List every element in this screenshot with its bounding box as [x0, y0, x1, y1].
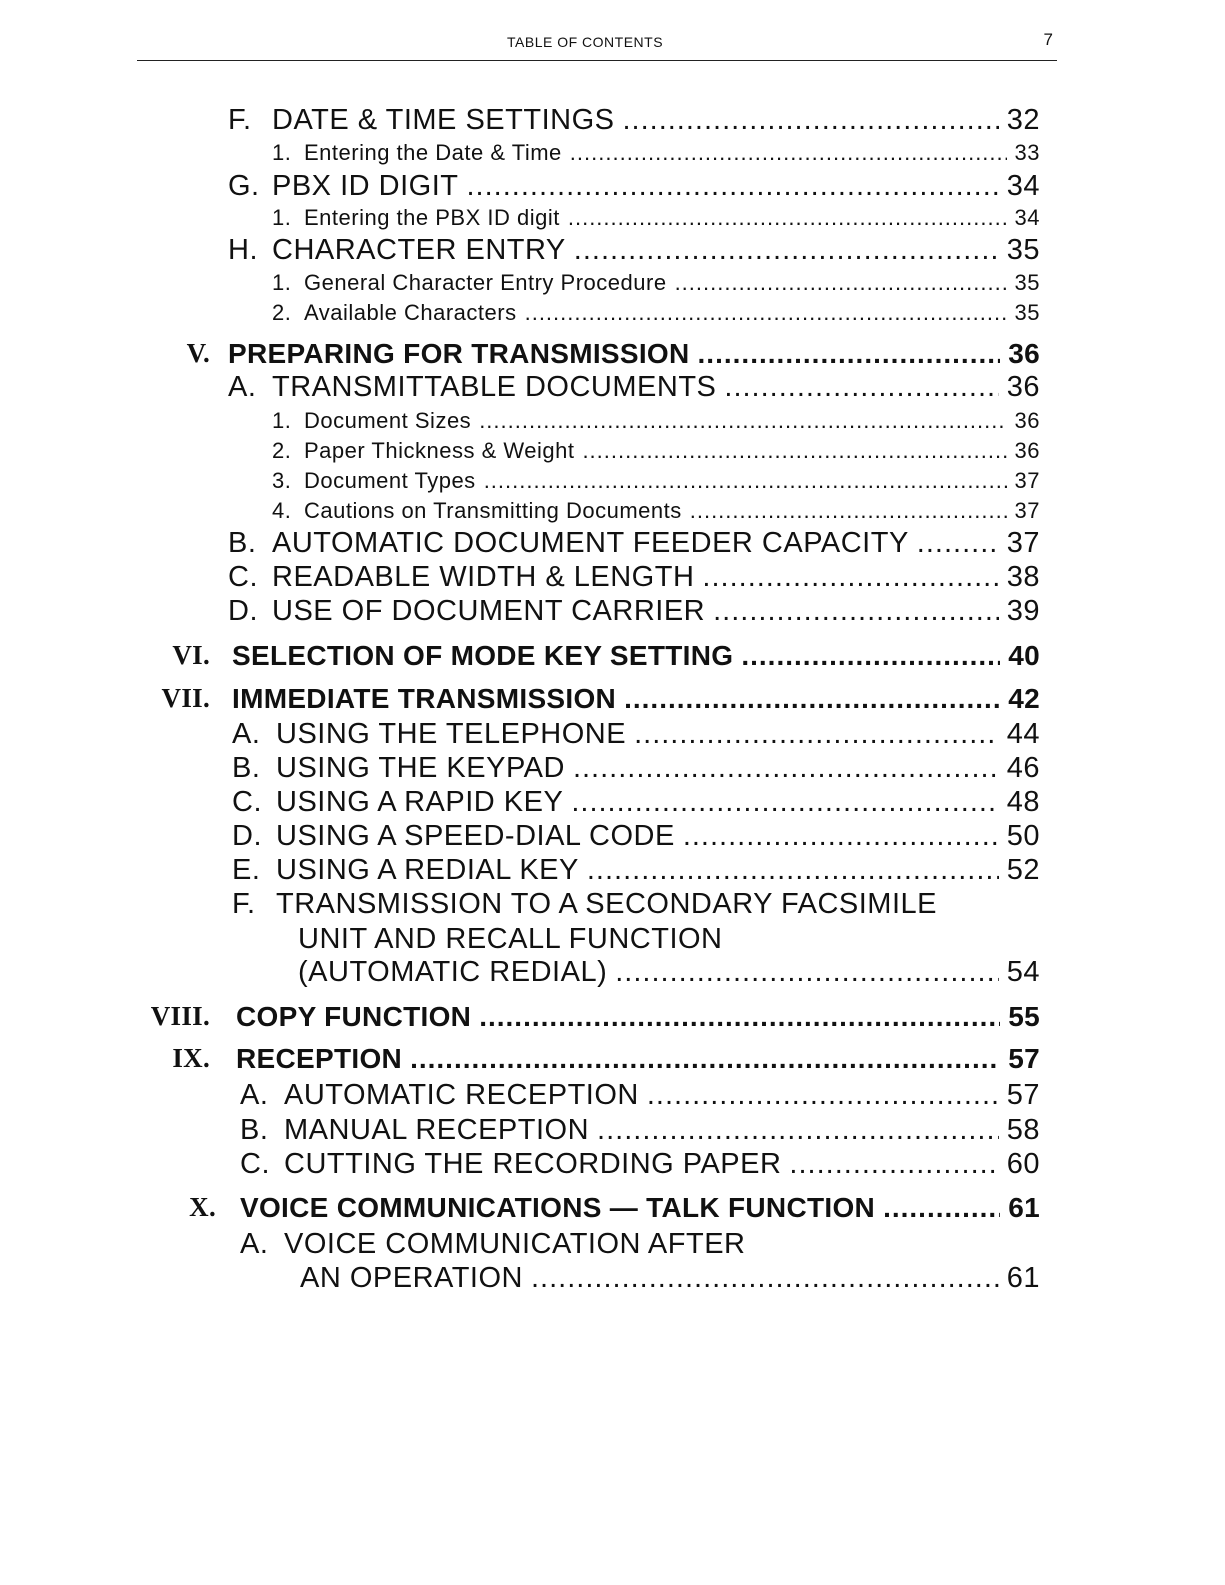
entry-prefix: 1. — [272, 408, 292, 433]
entry-page: 46 — [1006, 752, 1040, 784]
entry-prefix: 1. — [272, 270, 292, 295]
entry-page: 36 — [1006, 371, 1040, 403]
entry-label: Available Characters — [304, 300, 517, 325]
leader-dots — [690, 498, 1007, 524]
toc-entry[interactable] — [272, 468, 1040, 494]
entry-prefix: A. — [240, 1228, 269, 1260]
toc-entry[interactable] — [228, 104, 1040, 137]
header-title: TABLE OF CONTENTS — [507, 34, 664, 50]
entry-label: General Character Entry Procedure — [304, 270, 667, 295]
entry-page: 35 — [1014, 300, 1040, 325]
toc-entry[interactable] — [232, 820, 1040, 853]
section-numeral: V. — [186, 338, 210, 368]
leader-dots — [597, 1114, 999, 1147]
toc-entry[interactable] — [272, 408, 1040, 434]
entry-label: RECEPTION — [236, 1043, 403, 1074]
entry-page: 35 — [1006, 234, 1040, 266]
leader-dots — [789, 1148, 998, 1181]
entry-page: 32 — [1006, 104, 1040, 136]
section-numeral: VIII. — [150, 1001, 210, 1031]
entry-page: 61 — [1008, 1192, 1040, 1223]
section-numeral: IX. — [172, 1043, 210, 1073]
toc-section-entry[interactable] — [172, 1043, 1040, 1075]
leader-dots — [410, 1043, 1000, 1075]
toc-section-entry[interactable] — [172, 640, 1040, 672]
entry-page: 55 — [1008, 1001, 1040, 1032]
toc-entry[interactable] — [232, 718, 1040, 751]
entry-label-continuation: UNIT AND RECALL FUNCTION — [298, 923, 723, 955]
toc-entry[interactable] — [240, 1079, 1040, 1112]
entry-page: 34 — [1006, 170, 1040, 202]
leader-dots — [466, 170, 998, 203]
leader-dots — [741, 640, 1000, 672]
section-numeral: X. — [189, 1192, 216, 1222]
toc-entry[interactable] — [272, 270, 1040, 296]
entry-label: COPY FUNCTION — [236, 1001, 472, 1032]
entry-page: 36 — [1014, 438, 1040, 463]
leader-dots — [574, 234, 999, 267]
entry-label: Document Types — [304, 468, 476, 493]
leader-dots — [587, 854, 999, 887]
entry-prefix: 1. — [272, 205, 292, 230]
toc-entry-multiline[interactable] — [240, 1228, 745, 1261]
header-page-number: 7 — [1043, 30, 1053, 49]
entry-page: 52 — [1006, 854, 1040, 886]
leader-dots — [615, 956, 999, 989]
entry-prefix: F. — [232, 888, 256, 920]
entry-page: 36 — [1008, 338, 1040, 369]
entry-label: PBX ID DIGIT — [272, 170, 459, 202]
entry-page: 38 — [1006, 561, 1040, 593]
leader-dots — [647, 1079, 999, 1112]
leader-dots — [622, 104, 998, 137]
entry-label: Entering the PBX ID digit — [304, 205, 560, 230]
entry-label: CUTTING THE RECORDING PAPER — [284, 1148, 782, 1180]
leader-dots — [883, 1192, 1000, 1224]
entry-page: 36 — [1014, 408, 1040, 433]
toc-entry[interactable] — [272, 498, 1040, 524]
entry-label-continuation: (AUTOMATIC REDIAL) — [298, 956, 608, 988]
toc-entry[interactable] — [228, 371, 1040, 404]
toc-section-entry[interactable] — [189, 1192, 1040, 1224]
entry-label: TRANSMISSION TO A SECONDARY FACSIMILE — [276, 888, 937, 920]
entry-label: READABLE WIDTH & LENGTH — [272, 561, 695, 593]
toc-entry[interactable] — [228, 527, 1040, 560]
section-numeral: VI. — [172, 640, 210, 670]
entry-page: 42 — [1008, 683, 1040, 714]
entry-prefix: E. — [232, 854, 261, 886]
toc-entry[interactable] — [232, 752, 1040, 785]
entry-page: 54 — [1006, 956, 1040, 988]
toc-entry[interactable] — [240, 1114, 1040, 1147]
leader-dots — [568, 205, 1007, 231]
entry-prefix: A. — [232, 718, 261, 750]
toc-entry[interactable] — [228, 561, 1040, 594]
toc-entry[interactable] — [272, 140, 1040, 166]
toc-entry[interactable] — [228, 170, 1040, 203]
entry-prefix: H. — [228, 234, 258, 266]
leader-dots — [531, 1262, 999, 1295]
entry-prefix: A. — [240, 1079, 269, 1111]
entry-label: CHARACTER ENTRY — [272, 234, 566, 266]
toc-entry[interactable] — [228, 595, 1040, 628]
leader-dots — [479, 1001, 1000, 1033]
entry-prefix: C. — [232, 786, 262, 818]
leader-dots — [724, 371, 998, 404]
entry-page: 48 — [1006, 786, 1040, 818]
entry-prefix: 4. — [272, 498, 292, 523]
toc-entry[interactable] — [272, 300, 1040, 326]
entry-page: 58 — [1006, 1114, 1040, 1146]
leader-dots — [624, 683, 1000, 715]
toc-entry[interactable] — [228, 234, 1040, 267]
entry-prefix: C. — [240, 1148, 270, 1180]
entry-prefix: 2. — [272, 438, 292, 463]
entry-prefix: G. — [228, 170, 260, 202]
entry-page: 61 — [1006, 1262, 1040, 1294]
leader-dots — [573, 752, 999, 785]
leader-dots — [713, 595, 999, 628]
entry-label: TRANSMITTABLE DOCUMENTS — [272, 371, 717, 403]
entry-label: AUTOMATIC RECEPTION — [284, 1079, 639, 1111]
entry-label: USING A RAPID KEY — [276, 786, 564, 818]
entry-label: DATE & TIME SETTINGS — [272, 104, 615, 136]
entry-page: 57 — [1008, 1043, 1040, 1074]
leader-dots — [917, 527, 999, 560]
entry-page: 40 — [1008, 640, 1040, 671]
entry-label: VOICE COMMUNICATION AFTER — [284, 1228, 746, 1260]
toc-entry-last-line[interactable] — [300, 1262, 1040, 1295]
entry-label: Document Sizes — [304, 408, 472, 433]
leader-dots — [675, 270, 1007, 296]
page-header — [137, 30, 1057, 61]
entry-label: Cautions on Transmitting Documents — [304, 498, 682, 523]
toc-entry[interactable] — [232, 854, 1040, 887]
entry-page: 44 — [1006, 718, 1040, 750]
toc-entry-last-line[interactable] — [298, 956, 1040, 989]
entry-page: 37 — [1014, 498, 1040, 523]
leader-dots — [702, 561, 998, 594]
entry-page: 57 — [1006, 1079, 1040, 1111]
entry-prefix: F. — [228, 104, 252, 136]
toc-entry-multiline[interactable] — [232, 888, 937, 921]
toc-section-entry[interactable] — [186, 338, 1040, 370]
entry-label: USING THE KEYPAD — [276, 752, 565, 784]
entry-page: 37 — [1014, 468, 1040, 493]
entry-page: 35 — [1014, 270, 1040, 295]
entry-prefix: C. — [228, 561, 258, 593]
entry-label: USING THE TELEPHONE — [276, 718, 627, 750]
entry-page: 33 — [1014, 140, 1040, 165]
entry-prefix: B. — [232, 752, 261, 784]
leader-dots — [525, 300, 1007, 326]
leader-dots — [582, 438, 1006, 464]
entry-page: 37 — [1006, 527, 1040, 559]
entry-prefix: 3. — [272, 468, 292, 493]
entry-prefix: B. — [240, 1114, 269, 1146]
toc-entry[interactable] — [232, 786, 1040, 819]
leader-dots — [634, 718, 999, 751]
entry-prefix: B. — [228, 527, 257, 559]
entry-prefix: A. — [228, 371, 257, 403]
entry-label: MANUAL RECEPTION — [284, 1114, 590, 1146]
entry-label: USE OF DOCUMENT CARRIER — [272, 595, 706, 627]
entry-label: SELECTION OF MODE KEY SETTING — [232, 640, 734, 671]
entry-label-continuation: AN OPERATION — [300, 1262, 523, 1294]
leader-dots — [484, 468, 1007, 494]
section-numeral: VII. — [161, 683, 210, 713]
leader-dots — [570, 140, 1007, 166]
leader-dots — [571, 786, 998, 819]
entry-prefix: 2. — [272, 300, 292, 325]
entry-label: AUTOMATIC DOCUMENT FEEDER CAPACITY — [272, 527, 909, 559]
toc-section-entry[interactable] — [161, 683, 1040, 715]
toc-section-entry[interactable] — [150, 1001, 1040, 1033]
entry-label: PREPARING FOR TRANSMISSION — [228, 338, 690, 369]
toc-entry[interactable] — [240, 1148, 1040, 1181]
entry-label: Entering the Date & Time — [304, 140, 562, 165]
toc-entry[interactable] — [272, 205, 1040, 231]
entry-label: VOICE COMMUNICATIONS — TALK FUNCTION — [240, 1192, 876, 1223]
entry-label: USING A REDIAL KEY — [276, 854, 579, 886]
entry-prefix: 1. — [272, 140, 292, 165]
entry-label: USING A SPEED-DIAL CODE — [276, 820, 675, 852]
entry-prefix: D. — [232, 820, 262, 852]
leader-dots — [698, 338, 1001, 370]
entry-page: 39 — [1006, 595, 1040, 627]
leader-dots — [479, 408, 1006, 434]
toc-entry[interactable] — [272, 438, 1040, 464]
entry-label: IMMEDIATE TRANSMISSION — [232, 683, 617, 714]
entry-page: 60 — [1006, 1148, 1040, 1180]
entry-prefix: D. — [228, 595, 258, 627]
entry-page: 34 — [1014, 205, 1040, 230]
leader-dots — [683, 820, 999, 853]
entry-page: 50 — [1006, 820, 1040, 852]
entry-label: Paper Thickness & Weight — [304, 438, 575, 463]
